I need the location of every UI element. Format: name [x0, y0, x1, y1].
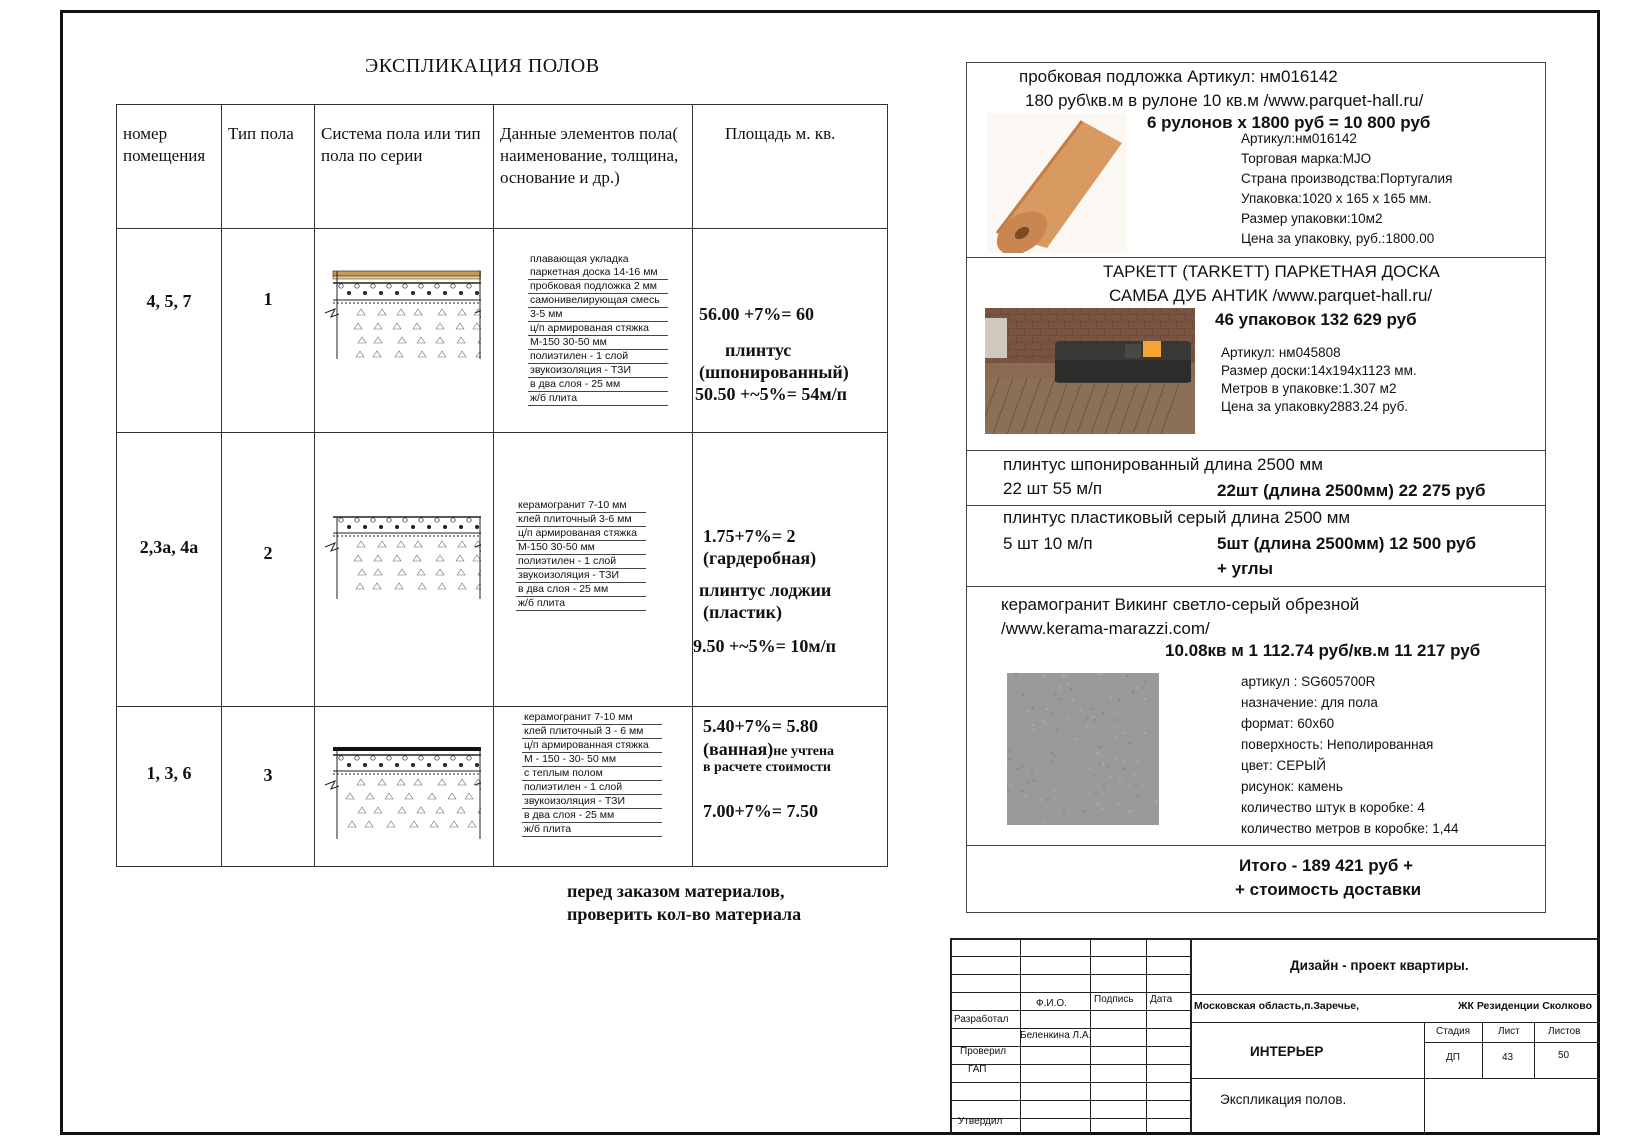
spec-item: количество метров в коробке: 1,44 [1241, 821, 1459, 836]
product-list [966, 62, 1546, 913]
layer-item: звукоизоляция - ТЗИ [522, 795, 662, 809]
room-numbers: 1, 3, 6 [117, 707, 222, 867]
product-cork [967, 63, 1545, 258]
header-room: номер помещения [117, 105, 222, 229]
sheet-value: 43 [1502, 1052, 1514, 1063]
grand-total-line: Итого - 189 421 руб + [1239, 856, 1413, 875]
product-line: керамогранит Викинг светло-серый обрезной [1001, 595, 1360, 614]
layer-item: ц/п армированая стяжка [516, 527, 646, 541]
layer-item: 3-5 мм [528, 308, 668, 322]
product-total: 5шт (длина 2500мм) 12 500 руб [1217, 534, 1477, 553]
spec-item: артикул : SG605700R [1241, 674, 1376, 689]
table-row [117, 229, 888, 433]
floor-section-svg-2 [315, 509, 481, 609]
spec-item: рисунок: камень [1241, 779, 1343, 794]
sheet-label: Лист [1498, 1026, 1520, 1037]
address: Московская область,п.Заречье, [1194, 1000, 1360, 1012]
area-text: 7.00+7%= 7.50 [703, 801, 819, 821]
grand-total-line: + стоимость доставки [1235, 880, 1422, 899]
area-cell [693, 433, 888, 707]
area-text: 50.50 +~5%= 54м/п [695, 384, 848, 404]
area-text: 9.50 +~5%= 10м/п [693, 636, 837, 656]
layer-item: полиэтилен - 1 слой [528, 350, 668, 364]
room-numbers: 2,3а, 4а [117, 433, 222, 707]
layer-item: ц/п армированая стяжка [528, 322, 668, 336]
col-fio: Ф.И.О. [1036, 998, 1067, 1009]
layer-item: звукоизоляция - ТЗИ [528, 364, 668, 378]
area-text: (пластик) [703, 602, 783, 622]
area-text [703, 739, 887, 760]
area-note: не учтена [773, 744, 835, 759]
floor-section-svg-3 [315, 737, 481, 847]
area-cell [693, 707, 888, 867]
spec-item: Цена за упаковку, руб.:1800.00 [1241, 231, 1435, 246]
floor-section-diagram [315, 433, 494, 707]
product-line: ТАРКЕТТ (TARKETT) ПАРКЕТНАЯ ДОСКА [1103, 262, 1440, 281]
spec-item: Размер доски:14x194x1123 мм. [1221, 363, 1417, 378]
floor-section-svg-1 [315, 259, 481, 369]
product-line: 180 руб\кв.м в рулоне 10 кв.м /www.parquet-hall.ru/ [1025, 91, 1424, 110]
section-name: ИНТЕРЬЕР [1250, 1044, 1324, 1059]
area-text: плинтус лоджии [699, 580, 832, 600]
header-system: Система пола или тип пола по серии [315, 105, 494, 229]
layer-item: М - 150 - 30- 50 мм [522, 753, 662, 767]
product-line: плинтус пластиковый серый длина 2500 мм [1003, 508, 1351, 527]
spec-item: Цена за упаковку2883.24 руб. [1221, 399, 1409, 414]
layer-item: паркетная доска 14-16 мм [528, 266, 668, 280]
spec-item: Метров в упаковке:1.307 м2 [1221, 381, 1397, 396]
layers-cell [494, 433, 693, 707]
table-header-row [117, 105, 888, 229]
header-elements: Данные элементов пола( наименование, толщина, основание и др.) [494, 105, 693, 229]
page-title: ЭКСПЛИКАЦИЯ ПОЛОВ [365, 55, 600, 77]
area-text: 56.00 +7%= 60 [699, 304, 815, 324]
parquet-room-image [985, 308, 1195, 434]
layers-cell [494, 229, 693, 433]
sheets-label: Листов [1548, 1026, 1581, 1037]
product-extra: + углы [1217, 559, 1274, 578]
col-date: Дата [1150, 994, 1173, 1005]
area-text: 1.75+7%= 2 [703, 526, 796, 546]
table-row [117, 433, 888, 707]
spec-item: Артикул: нм045808 [1221, 345, 1341, 360]
product-parquet [967, 258, 1545, 451]
spec-item: цвет: СЕРЫЙ [1241, 758, 1326, 773]
role-approver: Утвердил [958, 1116, 1003, 1127]
layer-item: в два слоя - 25 мм [522, 809, 662, 823]
spec-item: Артикул:нм016142 [1241, 131, 1357, 146]
sheets-value: 50 [1558, 1050, 1570, 1061]
spec-item: поверхность: Неполированная [1241, 737, 1434, 752]
product-plinth-plastic [967, 506, 1545, 587]
role-checker: Проверил [960, 1046, 1007, 1057]
product-specs [1221, 344, 1417, 416]
stage-label: Стадия [1436, 1026, 1471, 1037]
layers-cell [494, 707, 693, 867]
product-line: 5 шт 10 м/п [1003, 534, 1093, 553]
product-line: 22 шт 55 м/п [1003, 479, 1103, 498]
product-line: /www.kerama-marazzi.com/ [1001, 619, 1210, 638]
floor-section-diagram [315, 229, 494, 433]
table-row [117, 707, 888, 867]
floor-type: 2 [222, 433, 315, 707]
floor-table [116, 104, 888, 867]
product-total: 10.08кв м 1 112.74 руб/кв.м 11 217 руб [1165, 641, 1481, 660]
layer-item: ц/п армированная стяжка [522, 739, 662, 753]
layer-item: М-150 30-50 мм [528, 336, 668, 350]
layer-item: ж/б плита [528, 392, 668, 406]
product-line: САМБА ДУБ АНТИК /www.parquet-hall.ru/ [1109, 286, 1433, 305]
order-note-line: перед заказом материалов, [567, 881, 785, 901]
area-text: плинтус [725, 340, 792, 360]
spec-item: количество штук в коробке: 4 [1241, 800, 1425, 815]
layer-item: ж/б плита [516, 597, 646, 611]
developer-name: Беленкина Л.А. [1020, 1030, 1092, 1041]
cork-roll-image [987, 113, 1127, 253]
stage-value: ДП [1446, 1052, 1460, 1063]
product-total: 22шт (длина 2500мм) 22 275 руб [1217, 481, 1486, 500]
product-total: 6 рулонов х 1800 руб = 10 800 руб [1147, 113, 1431, 132]
area-bathroom: (ванная) [703, 739, 774, 759]
layer-item: клей плиточный 3 - 6 мм [522, 725, 662, 739]
room-numbers: 4, 5, 7 [117, 229, 222, 433]
spec-item: Страна производства:Португалия [1241, 171, 1453, 186]
role-gap: ГАП [968, 1064, 987, 1075]
product-line: плинтус шпонированный длина 2500 мм [1003, 455, 1323, 474]
spec-item: Размер упаковки:10м2 [1241, 211, 1383, 226]
layer-item: плавающая укладка [530, 253, 629, 265]
product-plinth-veneer [967, 451, 1545, 506]
area-cell [693, 229, 888, 433]
spec-item: назначение: для пола [1241, 695, 1378, 710]
floor-type: 1 [222, 229, 315, 433]
product-line: пробковая подложка Артикул: нм016142 [1019, 67, 1338, 86]
product-total: 46 упаковок 132 629 руб [1215, 310, 1417, 329]
order-note-line: проверить кол-во материала [567, 904, 802, 924]
floor-type: 3 [222, 707, 315, 867]
header-type: Тип пола [222, 105, 315, 229]
layer-item: клей плиточный 3-6 мм [516, 513, 646, 527]
layer-item: в два слоя - 25 мм [528, 378, 668, 392]
complex-name: ЖК Резиденции Сколково [1458, 1000, 1592, 1012]
layer-item: в два слоя - 25 мм [516, 583, 646, 597]
layer-item: керамогранит 7-10 мм [522, 711, 662, 725]
layer-item: М-150 30-50 мм [516, 541, 646, 555]
spec-item: Упаковка:1020 х 165 х 165 мм. [1241, 191, 1432, 206]
project-name: Дизайн - проект квартиры. [1290, 958, 1469, 973]
layer-item: звукоизоляция - ТЗИ [516, 569, 646, 583]
title-block [950, 938, 1600, 1135]
area-text: (шпонированный) [699, 362, 849, 382]
role-developer: Разработал [954, 1014, 1009, 1025]
area-text: (гардеробная) [703, 548, 817, 568]
grand-total [967, 846, 1545, 912]
header-area: Площадь м. кв. [693, 105, 888, 229]
layer-item: полиэтилен - 1 слой [516, 555, 646, 569]
layer-item: ж/б плита [522, 823, 662, 837]
product-specs [1241, 129, 1452, 249]
floor-section-diagram [315, 707, 494, 867]
layers-list [528, 253, 668, 406]
layers-list [522, 711, 662, 837]
area-text: 5.40+7%= 5.80 [703, 716, 819, 736]
layer-item: пробковая подложка 2 мм [528, 280, 668, 294]
layers-list [516, 499, 646, 611]
col-sign: Подпись [1094, 994, 1134, 1005]
area-note: в расчете стоимости [703, 760, 831, 775]
tile-sample-image [1007, 673, 1159, 825]
spec-item: Торговая марка:MJO [1241, 151, 1372, 166]
spec-item: формат: 60х60 [1241, 716, 1335, 731]
layer-item: самонивелирующая смесь [528, 294, 668, 308]
layer-item: с теплым полом [522, 767, 662, 781]
order-note [567, 880, 801, 926]
layer-item: керамогранит 7-10 мм [516, 499, 646, 513]
product-specs [1241, 671, 1458, 839]
sheet-title: Экспликация полов. [1220, 1092, 1347, 1107]
layer-item: полиэтилен - 1 слой [522, 781, 662, 795]
product-tile [967, 587, 1545, 846]
